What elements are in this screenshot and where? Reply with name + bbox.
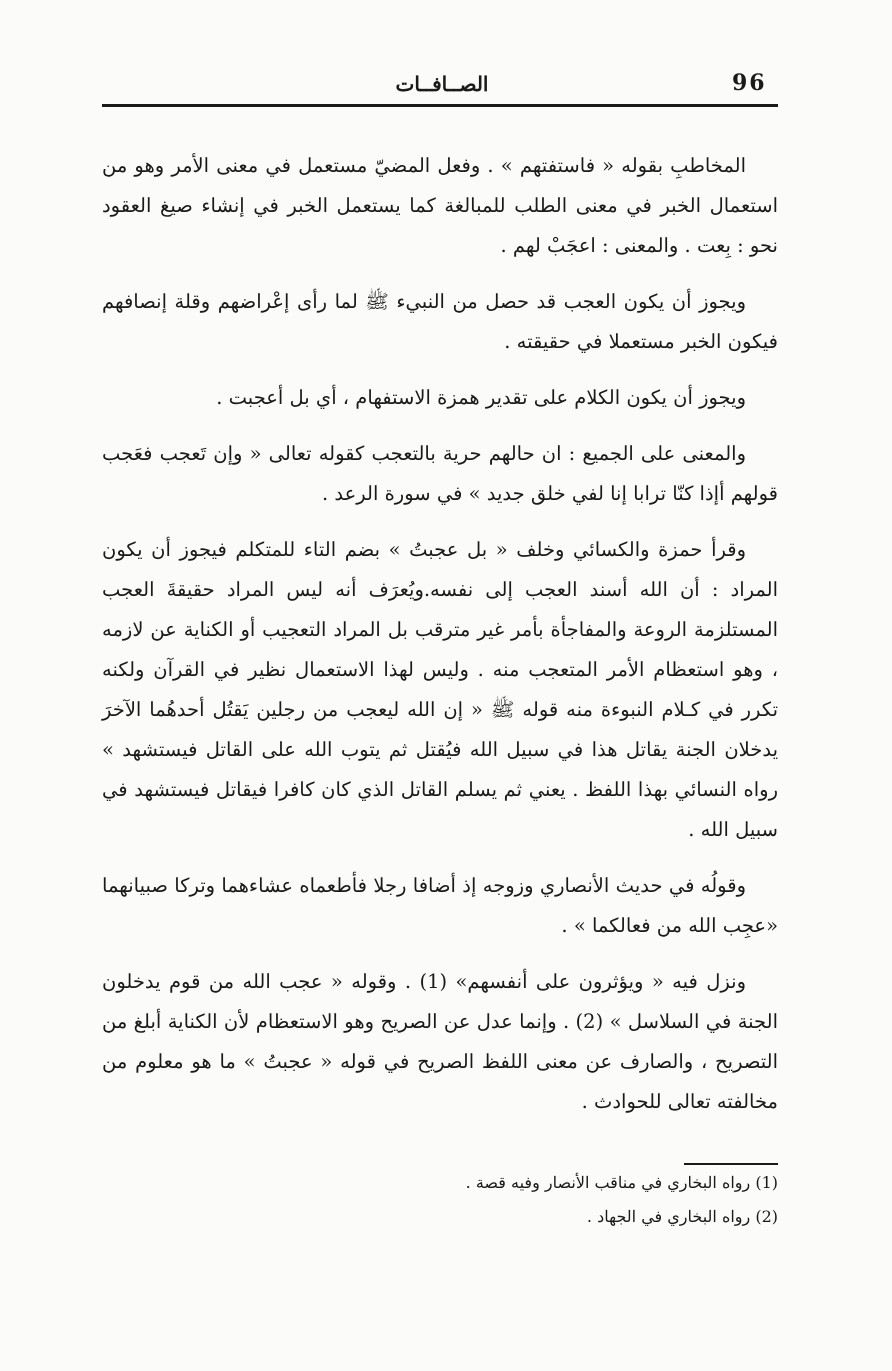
body-text — [102, 146, 778, 1136]
footnotes — [380, 1166, 778, 1234]
paragraph: ويجوز أن يكون الكلام على تقدير همزة الاستفهام ، أي بل أعجبت . — [216, 386, 746, 409]
paragraph: ويجوز أن يكون العجب قد حصل من النبيء ﷺ لما رأى إعْراضهم وقلة إنصافهم فيكون الخبر مستعملا في حقيقته . — [102, 290, 778, 353]
page-number: 96 — [732, 70, 767, 96]
paragraph: ونزل فيه « ويؤثرون على أنفسهم» (1) . وقوله « عجب الله من قوم يدخلون الجنة في السلاسل » (2) . وإنما عدل عن الصريح وهو الاستعظام لأن الكناية أبلغ من التصريح ، والصارف عن معنى اللفظ الصريح في قوله « عجبتُ » ما هو معلوم من مخالفته تعالى للحوادث . — [102, 970, 778, 1113]
page-header — [102, 64, 778, 104]
footnote: (1) رواه البخاري في مناقب الأنصار وفيه قصة . — [465, 1173, 778, 1192]
footnote-rule — [684, 1163, 778, 1165]
paragraph: والمعنى على الجميع : ان حالهم حرية بالتعجب كقوله تعالى « وإن تَعجب فعَجب قولهم أإذا كنّا ترابا إنا لفي خلق جديد » في سورة الرعد . — [102, 442, 778, 505]
running-title: الصــافــات — [395, 72, 489, 96]
header-rule — [102, 104, 778, 107]
paragraph: المخاطبِ بقوله « فاستفتهم » . وفعل المضيّ مستعمل في معنى الأمر وهو من استعمال الخبر في معنى الطلب للمبالغة كما يستعمل الخبر في إنشاء صيغ العقود نحو : بِعت . والمعنى : اعجَبْ لهم . — [102, 154, 778, 257]
paragraph: وقولُه في حديث الأنصاري وزوجه إذ أضافا رجلا فأطعماه عشاءهما وتركا صبيانهما «عجِب الله من فعالكما » . — [102, 874, 778, 937]
footnote: (2) رواه البخاري في الجهاد . — [586, 1207, 778, 1226]
paragraph: وقرأ حمزة والكسائي وخلف « بل عجبتُ » بضم التاء للمتكلم فيجوز أن يكون المراد : أن الله أسند العجب إلى نفسه.ويُعرَف أنه ليس المراد حقيقةَ العجب المستلزمة الروعة والمفاجأة بأمر غير مترقب بل المراد التعجيب أو الكناية عن لازمه ، وهو استعظام الأمر المتعجب منه . وليس لهذا الاستعمال نظير في القرآن ولكنه تكرر في كـلام النبوءة منه قوله ﷺ « إن الله ليعجب من رجلين يَقتُل أحدهُما الآخرَ يدخلان الجنة يقاتل هذا في سبيل الله فيُقتل ثم يتوب الله على القاتل فيستشهد » رواه النسائي بهذا اللفظ . يعني ثم يسلم القاتل الذي كان كافرا فيقاتل فيستشهد في سبيل الله . — [102, 538, 778, 841]
